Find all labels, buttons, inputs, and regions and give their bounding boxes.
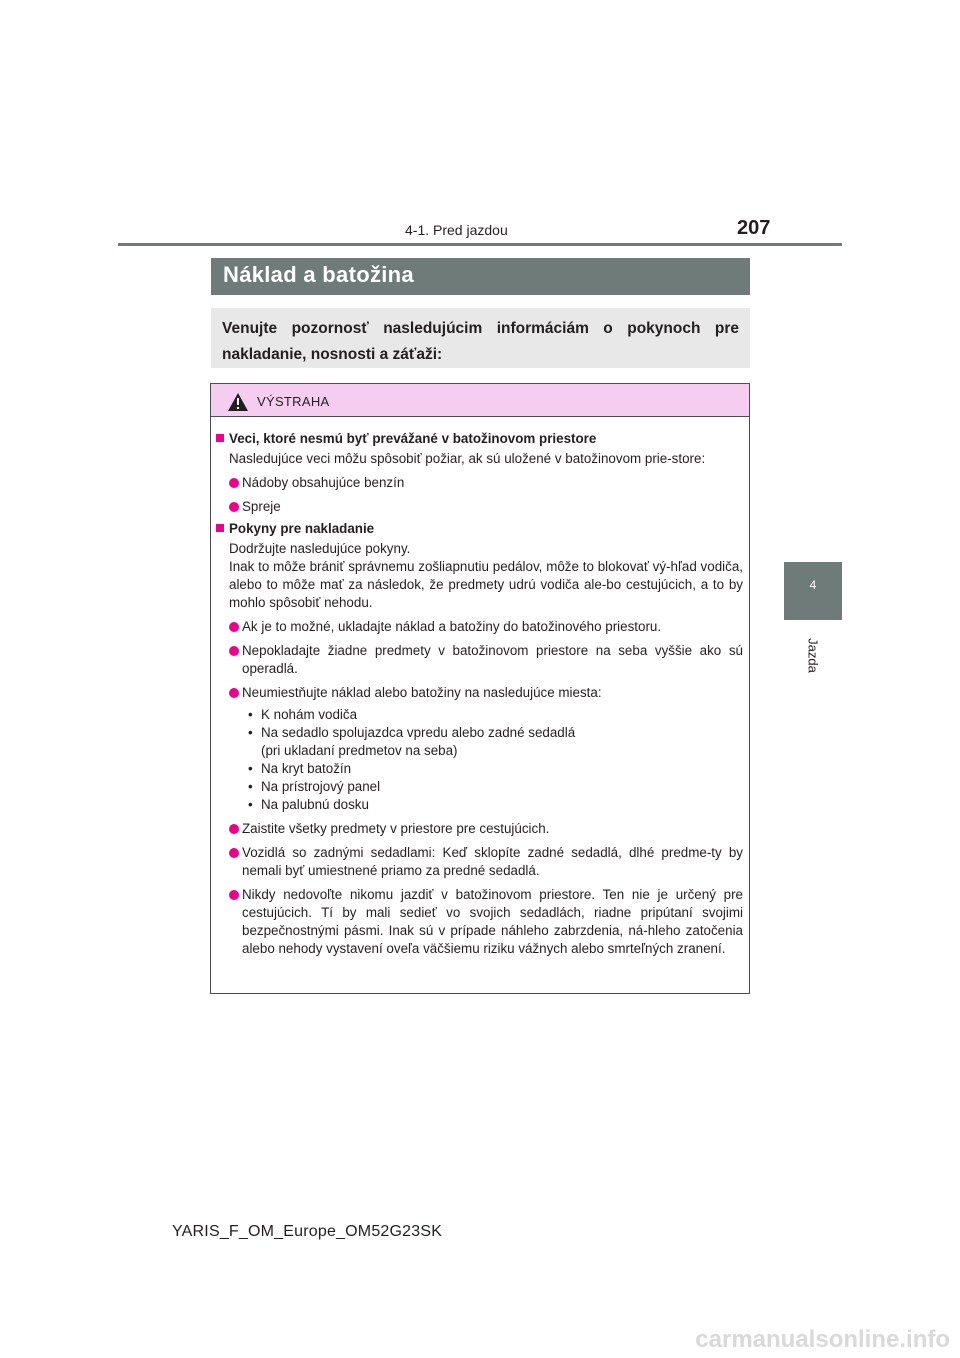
bullet-text: Nikdy nedovoľte nikomu jazdiť v batožinovom priestore. Ten nie je určený pre cestujúcich. Tí by mali sedieť vo svojich sedadlách, riadne pripútaní svojimi bezpečnostnými pásmi. Inak sú v prípade náhleho zabrzdenia, ná-hleho zatočenia alebo nehody vystavení oveľa väčšiemu riziku vážnych alebo smrteľných zranení. xyxy=(242,887,743,956)
list-item xyxy=(216,820,743,838)
bullet-text: Vozidlá so zadnými sedadlami: Keď sklopíte zadné sedadlá, dlhé predme-ty by nemali byť umiestnené priamo za predné sedadlá. xyxy=(242,845,743,878)
round-bullet-icon xyxy=(229,848,239,858)
bullet-text: Nepokladajte žiadne predmety v batožinovom priestore na seba vyššie ako sú operadlá. xyxy=(242,643,743,676)
warning-title: VÝSTRAHA xyxy=(257,394,330,409)
list-item xyxy=(216,474,743,492)
warning-header xyxy=(211,384,749,417)
place-item: • Na kryt batožín xyxy=(246,760,743,778)
intro-text: Venujte pozornosť nasledujúcim informáciám o pokynoch pre nakladanie, nosnosti a záťaži: xyxy=(222,320,739,363)
page-number: 207 xyxy=(737,217,771,239)
round-bullet-icon xyxy=(229,688,239,698)
warning-block-heading xyxy=(216,430,743,448)
warning-body xyxy=(211,417,749,958)
header-section-title: 4-1. Pred jazdou xyxy=(405,222,508,238)
chapter-number: 4 xyxy=(809,578,817,592)
block1-heading: Veci, ktoré nesmú byť prevážané v batožinovom priestore xyxy=(229,431,597,446)
place-item: • K nohám vodiča xyxy=(246,706,743,724)
chapter-label-text: Jazda xyxy=(805,638,821,673)
round-bullet-icon xyxy=(229,502,239,512)
block1-text: Nasledujúce veci môžu spôsobiť požiar, ak sú uložené v batožinovom prie-store: xyxy=(229,451,706,466)
chapter-tab xyxy=(784,562,842,620)
watermark: carmanualsonline.info xyxy=(695,1326,950,1353)
square-bullet-icon xyxy=(216,524,224,532)
section-title: Náklad a batožina xyxy=(223,262,414,287)
bullet-text: Spreje xyxy=(242,499,281,514)
document-footer: YARIS_F_OM_Europe_OM52G23SK xyxy=(172,1223,443,1240)
round-bullet-icon xyxy=(229,646,239,656)
list-item xyxy=(216,886,743,958)
place-item: • Na sedadlo spolujazdca vpredu alebo zadné sedadlá xyxy=(246,724,743,742)
places-list xyxy=(216,706,743,814)
place-item: • Na prístrojový panel xyxy=(246,778,743,796)
block2-text2: Inak to môže brániť správnemu zošliapnutiu pedálov, môže to blokovať vý-hľad vodiča, alebo to môže mať za následok, že predmety udrú vodiča ale-bo cestujúcich, a to by mohlo spôsobiť nehodu. xyxy=(229,559,743,610)
place-item-continuation: (pri ukladaní predmetov na seba) xyxy=(261,743,458,758)
chapter-label xyxy=(798,628,828,688)
bullet-text: Ak je to možné, ukladajte náklad a batožiny do batožinového priestoru. xyxy=(242,619,662,634)
round-bullet-icon xyxy=(229,478,239,488)
round-bullet-icon xyxy=(229,824,239,834)
list-item xyxy=(216,498,743,516)
bullet-text: Nádoby obsahujúce benzín xyxy=(242,475,405,490)
bullet-text: Zaistite všetky predmety v priestore pre cestujúcich. xyxy=(242,821,550,836)
intro-box xyxy=(211,308,750,368)
section-title-bar xyxy=(211,258,750,295)
list-item xyxy=(216,642,743,678)
list-item xyxy=(216,684,743,702)
header-divider xyxy=(118,243,842,246)
round-bullet-icon xyxy=(229,890,239,900)
list-item xyxy=(216,618,743,636)
round-bullet-icon xyxy=(229,622,239,632)
place-item: • Na palubnú dosku xyxy=(246,796,743,814)
bullet-text: Neumiestňujte náklad alebo batožiny na nasledujúce miesta: xyxy=(242,685,602,700)
block2-text1: Dodržujte nasledujúce pokyny. xyxy=(229,541,411,556)
warning-block-heading xyxy=(216,520,743,538)
list-item xyxy=(216,844,743,880)
warning-triangle-icon xyxy=(227,392,249,412)
block2-heading: Pokyny pre nakladanie xyxy=(229,521,375,536)
square-bullet-icon xyxy=(216,434,224,442)
warning-box xyxy=(210,383,750,994)
